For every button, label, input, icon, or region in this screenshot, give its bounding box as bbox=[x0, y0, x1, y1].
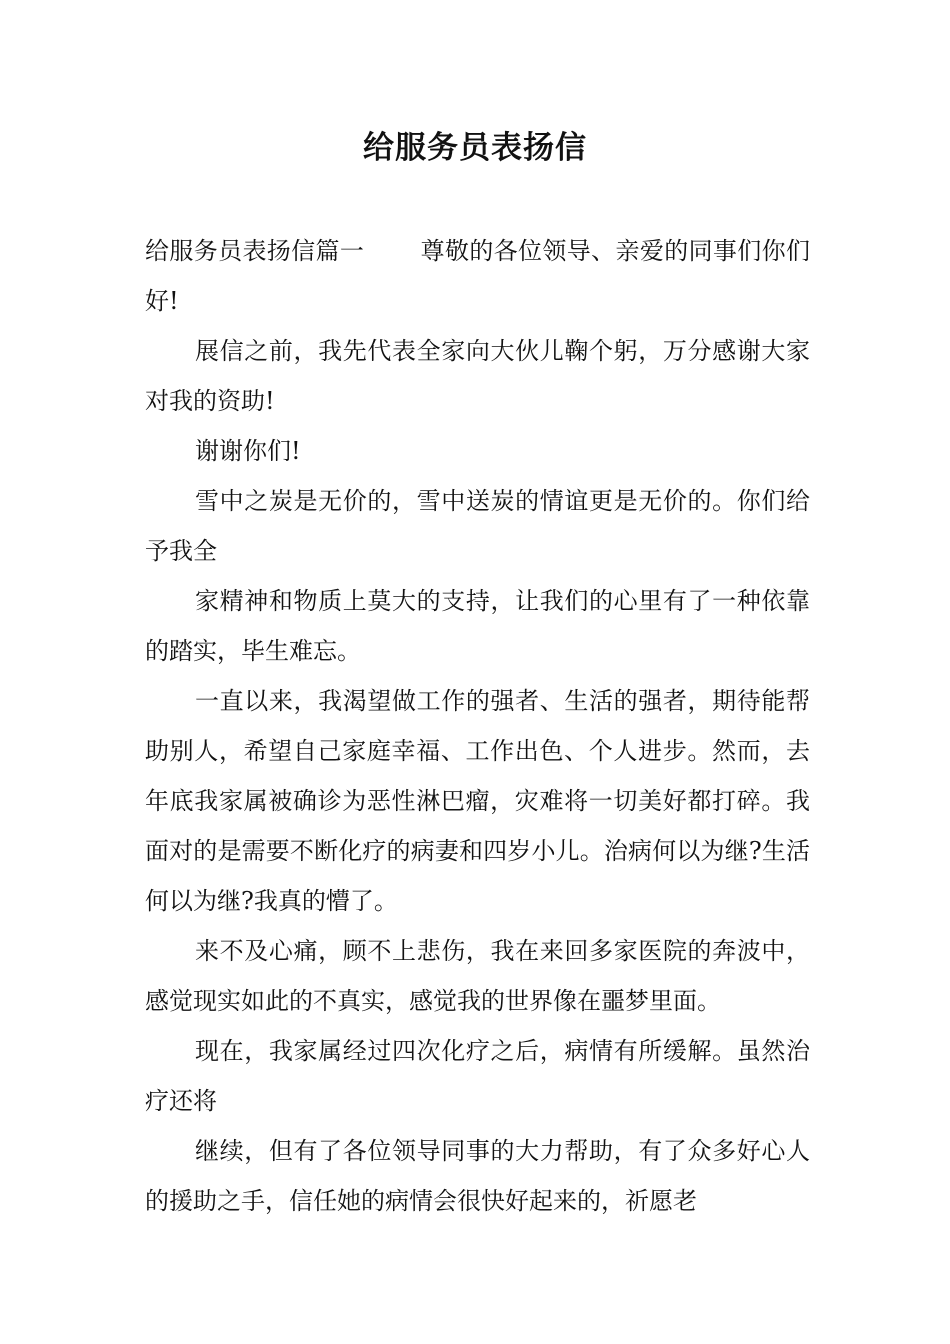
paragraph: 谢谢你们! bbox=[195, 437, 301, 465]
paragraph: 现在，我家属经过四次化疗之后，病情有所缓解。虽然治疗还将 bbox=[145, 1037, 810, 1115]
paragraph: 雪中之炭是无价的，雪中送炭的情谊更是无价的。你们给予我全 bbox=[145, 487, 810, 565]
document-body bbox=[145, 226, 810, 1226]
paragraph: 家精神和物质上莫大的支持，让我们的心里有了一种依靠的踏实，毕生难忘。 bbox=[145, 587, 810, 665]
paragraph: 一直以来，我渴望做工作的强者、生活的强者，期待能帮助别人，希望自己家庭幸福、工作出色、个人进步。然而，去年底我家属被确诊为恶性淋巴瘤，灾难将一切美好都打碎。我面对的是需要不断化疗的病妻和四岁小儿。治病何以为继?生活何以为继?我真的懵了。 bbox=[145, 687, 810, 915]
section-heading: 给服务员表扬信篇一 bbox=[145, 237, 365, 265]
opening-line bbox=[145, 226, 810, 326]
paragraph: 来不及心痛，顾不上悲伤，我在来回多家医院的奔波中，感觉现实如此的不真实，感觉我的世界像在噩梦里面。 bbox=[145, 937, 810, 1015]
paragraph: 继续，但有了各位领导同事的大力帮助，有了众多好心人的援助之手，信任她的病情会很快好起来的，祈愿老 bbox=[145, 1137, 810, 1215]
paragraph: 展信之前，我先代表全家向大伙儿鞠个躬，万分感谢大家对我的资助! bbox=[145, 337, 810, 415]
salutation: 尊敬的各位领导、亲爱的同事们你们好! bbox=[145, 237, 811, 315]
document-title: 给服务员表扬信 bbox=[363, 130, 587, 166]
